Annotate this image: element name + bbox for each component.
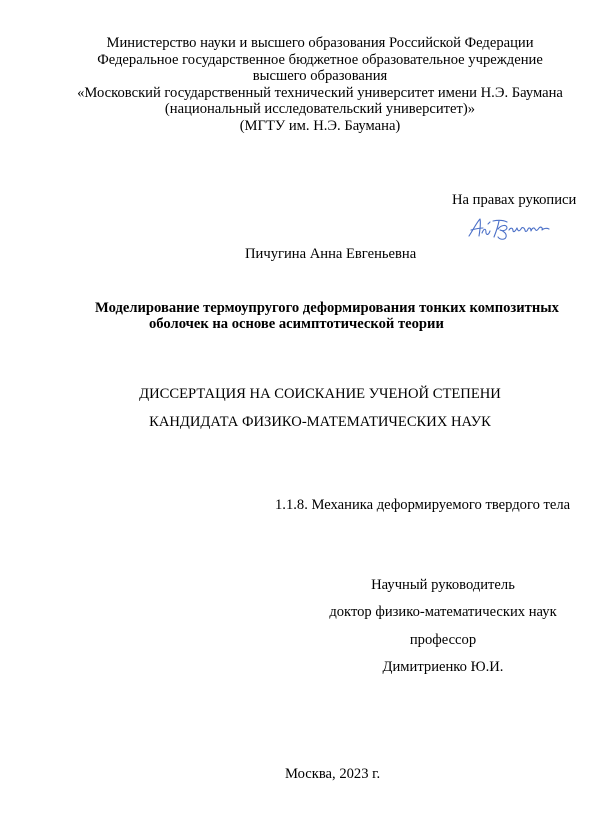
university-status-line: (национальный исследовательский университет)» — [164, 101, 476, 118]
institution-type-line: Федеральное государственное бюджетное образовательное учреждение — [97, 51, 543, 68]
degree-line-2: КАНДИДАТА ФИЗИКО-МАТЕМАТИЧЕСКИХ НАУК — [149, 414, 491, 430]
supervisor-rank: профессор — [409, 632, 477, 648]
university-name-line: «Московский государственный технический университет имени Н.Э. Баумана — [77, 84, 563, 101]
supervisor-role: Научный руководитель — [371, 577, 515, 593]
institution-header — [0, 35, 605, 135]
supervisor-degree: доктор физико-математических наук — [329, 604, 557, 620]
title-line-1: Моделирование термоупругого деформирования тонких композитных — [95, 300, 559, 316]
degree-line-1: ДИССЕРТАЦИЯ НА СОИСКАНИЕ УЧЕНОЙ СТЕПЕНИ — [139, 386, 501, 402]
specialty-code: 1.1.8. Механика деформируемого твердого тела — [275, 497, 571, 513]
university-abbr-line: (МГТУ им. Н.Э. Баумана) — [239, 117, 401, 134]
author-name: Пичугина Анна Евгеньевна — [245, 246, 417, 262]
title-line-2: оболочек на основе асимптотической теории — [149, 316, 444, 333]
manuscript-note: На правах рукописи — [452, 192, 577, 208]
signature-icon — [465, 216, 560, 242]
ministry-line: Министерство науки и высшего образования Российской Федерации — [106, 35, 534, 51]
education-level-line: высшего образования — [252, 68, 388, 85]
city-year: Москва, 2023 г. — [285, 766, 381, 782]
supervisor-name: Димитриенко Ю.И. — [382, 659, 504, 675]
